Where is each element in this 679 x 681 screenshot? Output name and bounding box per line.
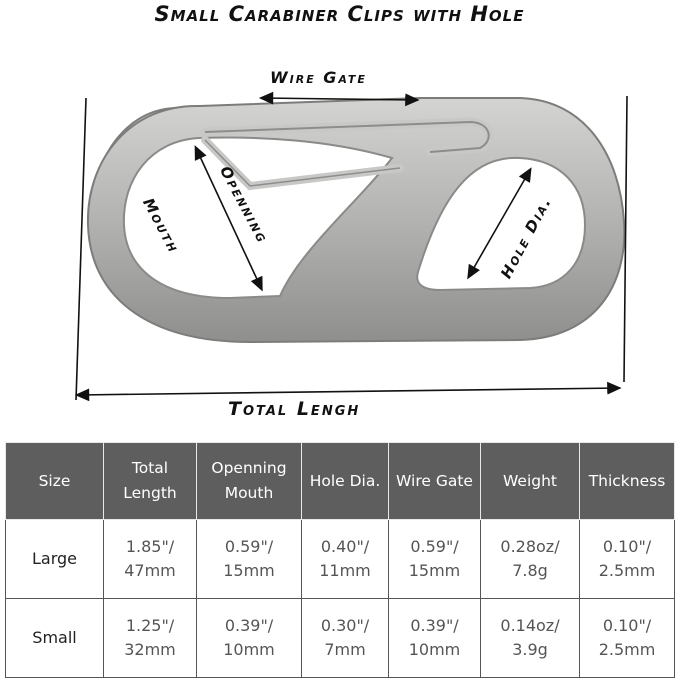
header-total-length: Total Length — [104, 443, 197, 520]
cell-wire-gate: 0.39"/ 10mm — [389, 599, 481, 678]
cell-hole-dia: 0.30"/ 7mm — [302, 599, 389, 678]
total-length-arrow — [78, 388, 620, 395]
cell-weight: 0.28oz/ 7.8g — [481, 520, 580, 599]
header-wire-gate: Wire Gate — [389, 443, 481, 520]
carabiner-illustration — [0, 40, 679, 435]
header-thickness: Thickness — [580, 443, 675, 520]
header-openning-mouth: Openning Mouth — [197, 443, 302, 520]
page-title: Small Carabiner Clips with Hole — [154, 2, 525, 26]
mouth-label: Mouth — [139, 195, 184, 257]
cell-total-length: 1.25"/ 32mm — [104, 599, 197, 678]
table-header-row — [6, 443, 675, 520]
table-row — [6, 599, 675, 678]
cell-hole-dia: 0.40"/ 11mm — [302, 520, 389, 599]
specs-table — [5, 442, 675, 678]
header-size: Size — [6, 443, 104, 520]
left-extension-line — [76, 98, 86, 400]
table-row — [6, 520, 675, 599]
cell-openning-mouth: 0.59"/ 15mm — [197, 520, 302, 599]
cell-openning-mouth: 0.39"/ 10mm — [197, 599, 302, 678]
carabiner-diagram — [0, 40, 679, 435]
cell-weight: 0.14oz/ 3.9g — [481, 599, 580, 678]
wire-gate-label: Wire Gate — [270, 68, 367, 87]
cell-thickness: 0.10"/ 2.5mm — [580, 520, 675, 599]
hole-dia-label: Hole Dia. — [497, 193, 556, 282]
header-weight: Weight — [481, 443, 580, 520]
header-hole-dia: Hole Dia. — [302, 443, 389, 520]
openning-label: Openning — [216, 163, 272, 247]
cell-total-length: 1.85"/ 47mm — [104, 520, 197, 599]
total-length-label: Total Lengh — [228, 398, 361, 420]
cell-wire-gate: 0.59"/ 15mm — [389, 520, 481, 599]
row-size-large: Large — [6, 520, 104, 599]
cell-thickness: 0.10"/ 2.5mm — [580, 599, 675, 678]
row-size-small: Small — [6, 599, 104, 678]
